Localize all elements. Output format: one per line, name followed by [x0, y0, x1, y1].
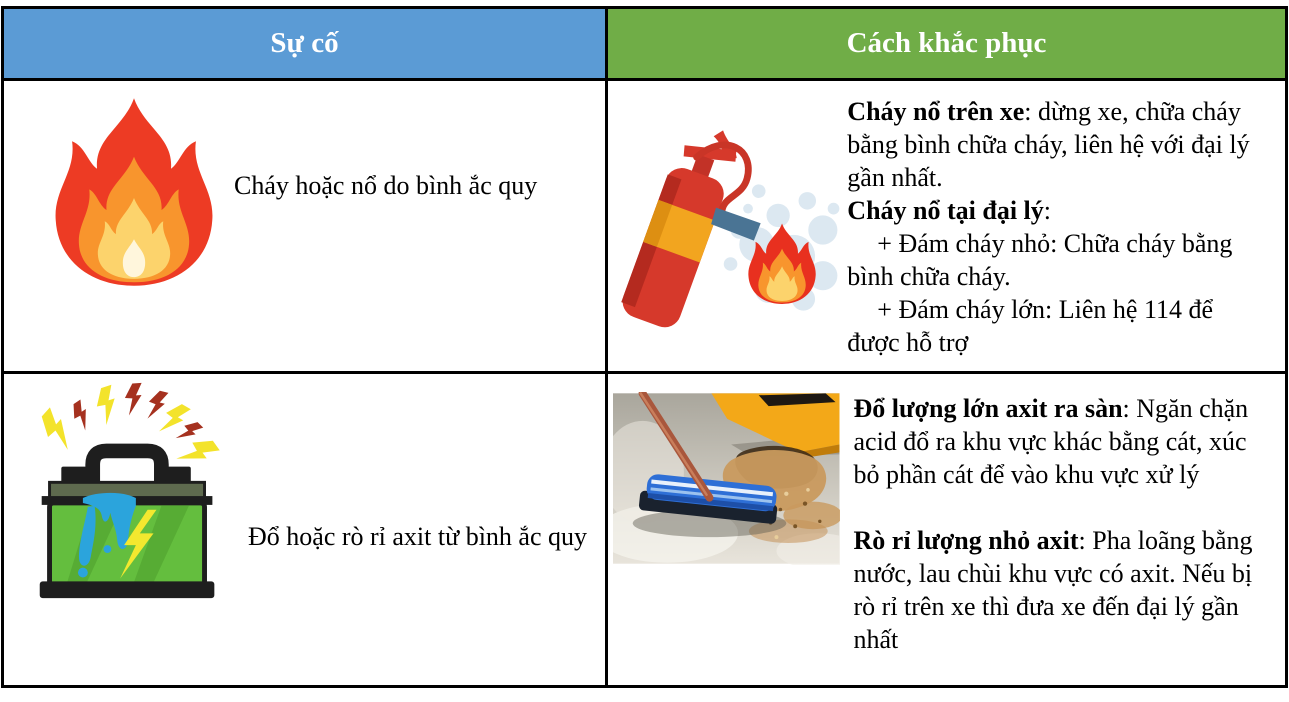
remedy-line: Rò rỉ lượng nhỏ axit: Pha loãng bằng nước, lau chùi khu vực có axit. Nếu bị rò rỉ trên xe thì đưa xe đến đại lý gần nhất	[853, 526, 1253, 655]
remedy-line: + Đám cháy lớn: Liên hệ 114 để được hỗ trợ	[847, 295, 1214, 358]
fire-extinguisher-illustration	[613, 95, 841, 331]
header-cell-remedy	[605, 9, 1285, 78]
remedy-line: + Đám cháy nhỏ: Chữa cháy bằng bình chữa cháy.	[847, 229, 1233, 292]
troubleshooting-table	[1, 6, 1288, 688]
remedy-line: Cháy nổ trên xe: dừng xe, chữa cháy bằng bình chữa cháy, liên hệ với đại lý gần nhất.	[847, 97, 1250, 193]
remedy-line: Đổ lượng lớn axit ra sàn: Ngăn chặn acid đổ ra khu vực khác bằng cát, xúc bỏ phần cát để vào khu vực xử lý	[853, 394, 1249, 490]
row-fire-remedy-cell	[605, 78, 1285, 371]
row-acid-incident-cell	[4, 371, 605, 685]
remedy-text-fire	[847, 95, 1271, 359]
incident-label-acid: Đổ hoặc rò rỉ axit từ bình ắc quy	[248, 522, 588, 551]
row-fire-incident-cell	[4, 78, 605, 371]
header-incident-label: Sự cố	[270, 27, 339, 59]
header-cell-incident	[4, 9, 605, 78]
incident-label-fire: Cháy hoặc nổ do bình ắc quy	[234, 171, 538, 200]
header-remedy-label: Cách khắc phục	[846, 27, 1047, 59]
sweeping-sand-photo	[613, 392, 840, 565]
row-acid-remedy-cell	[605, 371, 1285, 685]
battery-acid-leak-icon	[26, 380, 232, 620]
fire-icon	[48, 93, 220, 291]
remedy-line: Cháy nổ tại đại lý:	[847, 196, 1052, 226]
remedy-text-acid	[854, 392, 1276, 656]
